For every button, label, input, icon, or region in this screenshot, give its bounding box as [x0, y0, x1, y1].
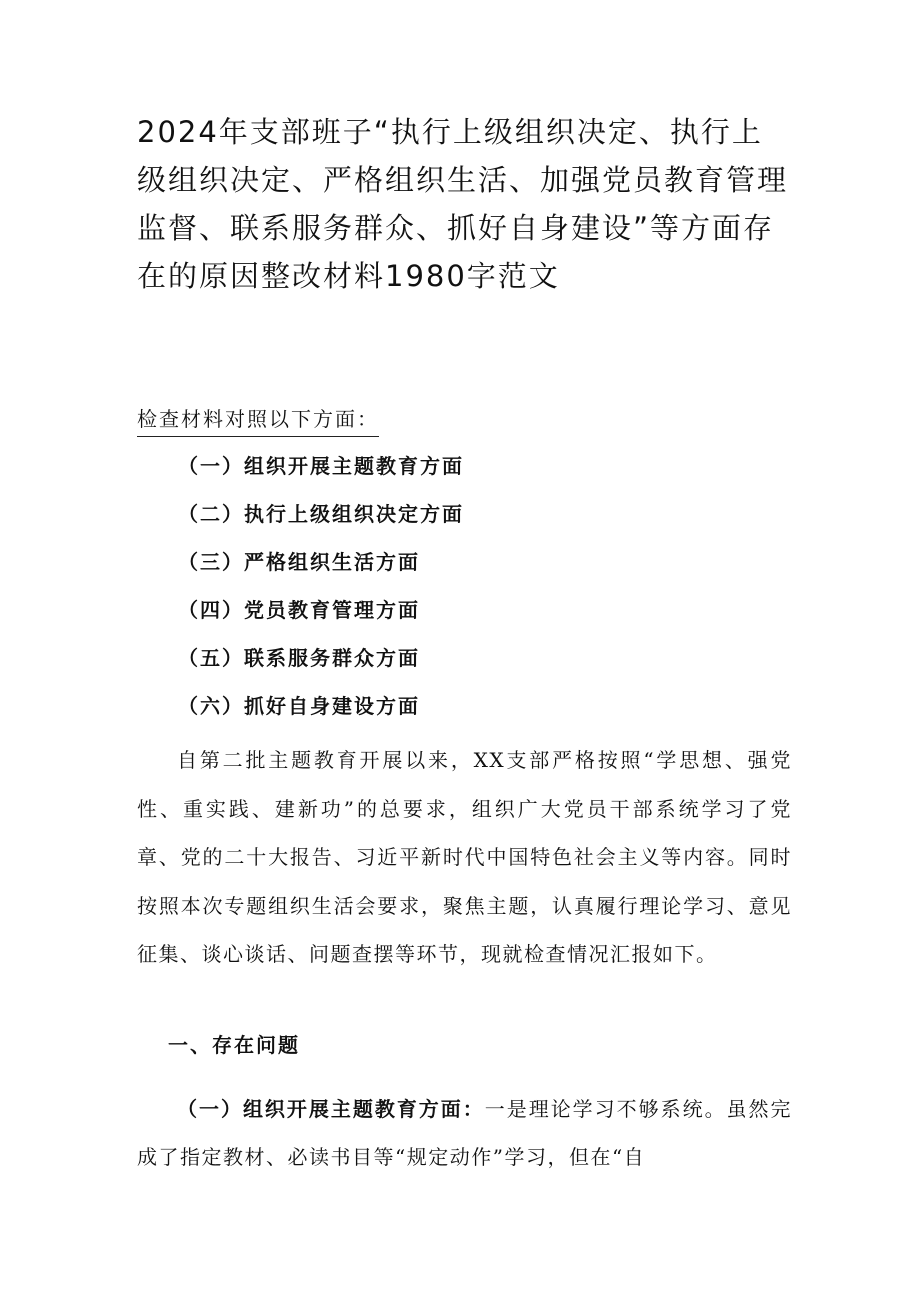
list-item: （四）党员教育管理方面 [178, 598, 420, 622]
list-item: （二）执行上级组织决定方面 [178, 502, 464, 526]
section-paragraph-lead: （一）组织开展主题教育方面： [177, 1097, 485, 1121]
section-paragraph-text: 一是理论学习不够系统。虽然完成了指定教材、必读书目等“规定动作”学习，但在“自 [137, 1097, 793, 1169]
intro-label: 检查材料对照以下方面： [137, 404, 379, 437]
section-heading: 一、存在问题 [168, 1033, 300, 1057]
aspect-list [178, 451, 464, 739]
document-title: 2024年支部班子“执行上级组织决定、执行上级组织决定、严格组织生活、加强党员教育管理监督、联系服务群众、抓好自身建设”等方面存在的原因整改材料1980字范文 [137, 115, 789, 293]
list-item: （六）抓好自身建设方面 [178, 694, 420, 718]
body-paragraph: 自第二批主题教育开展以来，XX支部严格按照“学思想、强党性、重实践、建新功”的总要求，组织广大党员干部系统学习了党章、党的二十大报告、习近平新时代中国特色社会主义等内容。同时按照本次专题组织生活会要求，聚焦主题，认真履行理论学习、意见征集、谈心谈话、问题查摆等环节，现就检查情况汇报如下。 [137, 748, 792, 967]
section-paragraph [137, 1085, 792, 1181]
list-item: （五）联系服务群众方面 [178, 646, 420, 670]
list-item: （一）组织开展主题教育方面 [178, 454, 464, 478]
list-item: （三）严格组织生活方面 [178, 550, 420, 574]
